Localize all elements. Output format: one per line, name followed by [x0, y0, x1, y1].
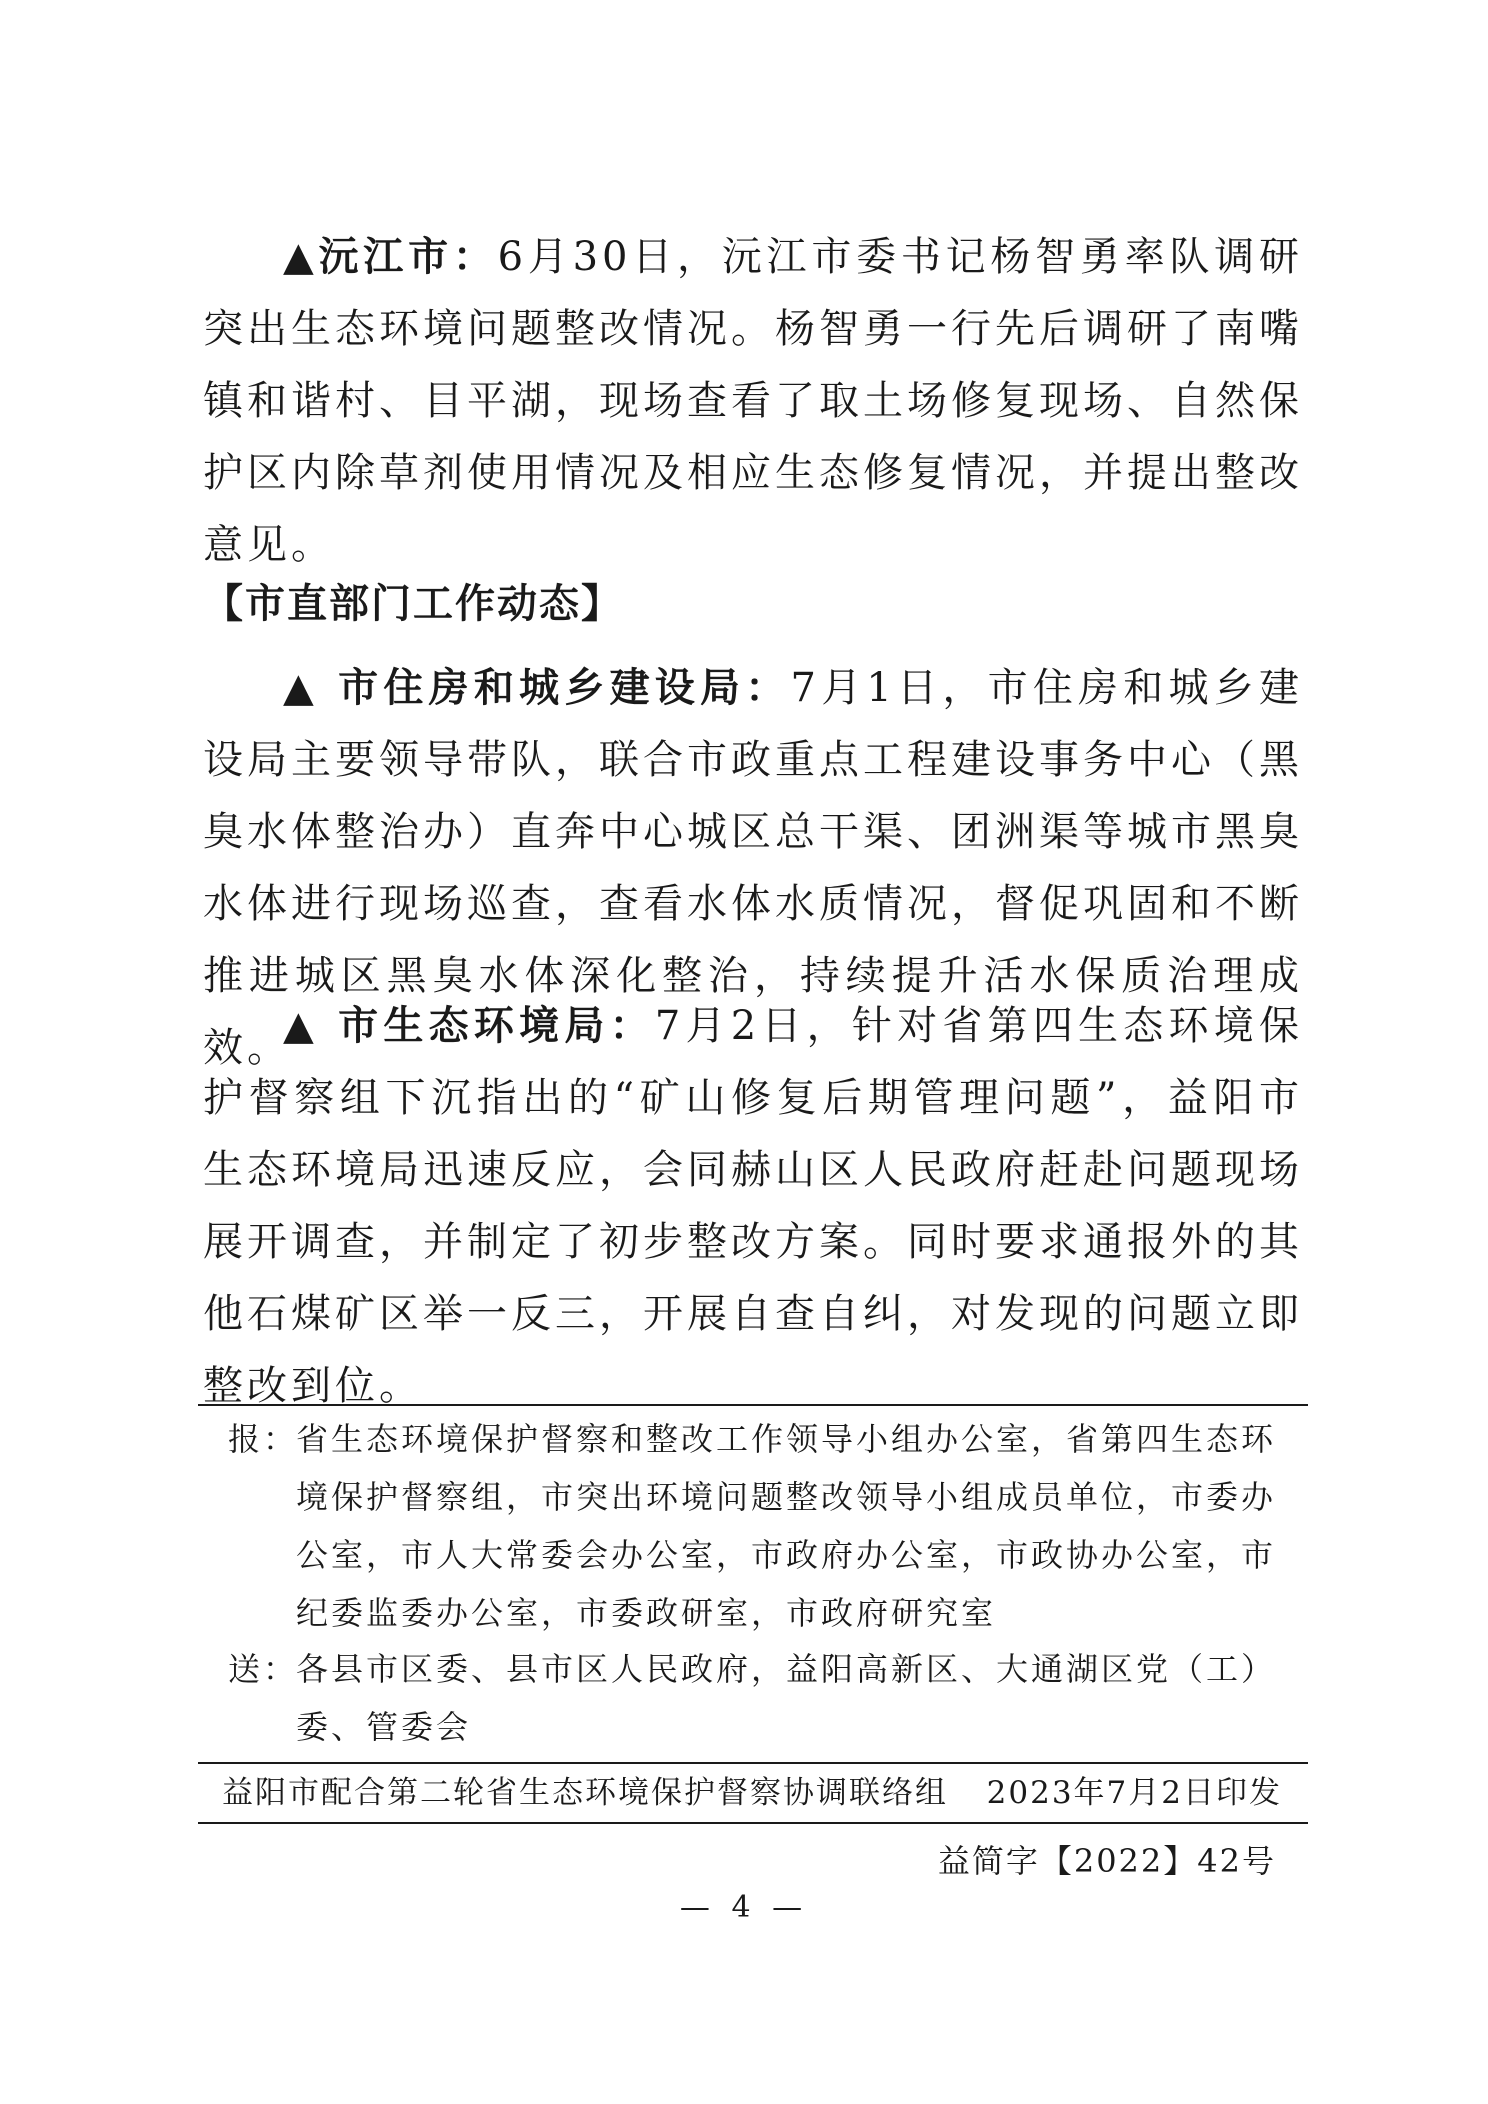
divider-bottom [198, 1822, 1308, 1824]
issuer-name: 益阳市配合第二轮省生态环境保护督察协调联络组 [222, 1775, 948, 1811]
report-recipients: 省生态环境保护督察和整改工作领导小组办公室，省第四生态环境保护督察组，市突出环境问题整改领导小组成员单位，市委办公室，市人大常委会办公室，市政府办公室，市政协办公室，市纪委监委办公室，市委政研室，市政府研究室 [296, 1420, 1277, 1632]
document-number: 益简字【2022】42号 [937, 1842, 1276, 1880]
distribution-send [228, 1640, 1298, 1756]
section-heading: 【市直部门工作动态】 [203, 581, 623, 627]
paragraph-environment-bureau [203, 990, 1303, 1422]
issue-date: 2023年7月2日印发 [986, 1775, 1282, 1811]
page-number: — 4 — [679, 1890, 809, 1925]
paragraph-lead: ▲沅江市： [283, 233, 498, 280]
issuer-row [222, 1764, 1282, 1822]
divider-top [198, 1404, 1308, 1406]
paragraph-lead: ▲ 市住房和城乡建设局： [283, 664, 791, 711]
paragraph-lead: ▲ 市生态环境局： [283, 1002, 655, 1049]
paragraph-yuanjiang [203, 221, 1303, 581]
send-recipients: 各县市区委、县市区人民政府，益阳高新区、大通湖区党（工）委、管委会 [296, 1650, 1277, 1746]
paragraph-text: 7月1日，市住房和城乡建设局主要领导带队，联合市政重点工程建设事务中心（黑臭水体整治办）直奔中心城区总干渠、团洲渠等城市黑臭水体进行现场巡查，查看水体水质情况，督促巩固和不断推进城区黑臭水体深化整治，持续提升活水保质治理成效。 [203, 665, 1303, 1071]
send-label: 送： [228, 1650, 299, 1688]
report-label: 报： [228, 1420, 299, 1458]
distribution-report [228, 1410, 1298, 1642]
paragraph-text: 7月2日，针对省第四生态环境保护督察组下沉指出的“矿山修复后期管理问题”，益阳市生态环境局迅速反应，会同赫山区人民政府赶赴问题现场展开调查，并制定了初步整改方案。同时要求通报外的其他石煤矿区举一反三，开展自查自纠，对发现的问题立即整改到位。 [203, 1003, 1304, 1409]
paragraph-text: 6月30日，沅江市委书记杨智勇率队调研突出生态环境问题整改情况。杨智勇一行先后调研了南嘴镇和谐村、目平湖，现场查看了取土场修复现场、自然保护区内除草剂使用情况及相应生态修复情况，并提出整改意见。 [203, 234, 1303, 568]
